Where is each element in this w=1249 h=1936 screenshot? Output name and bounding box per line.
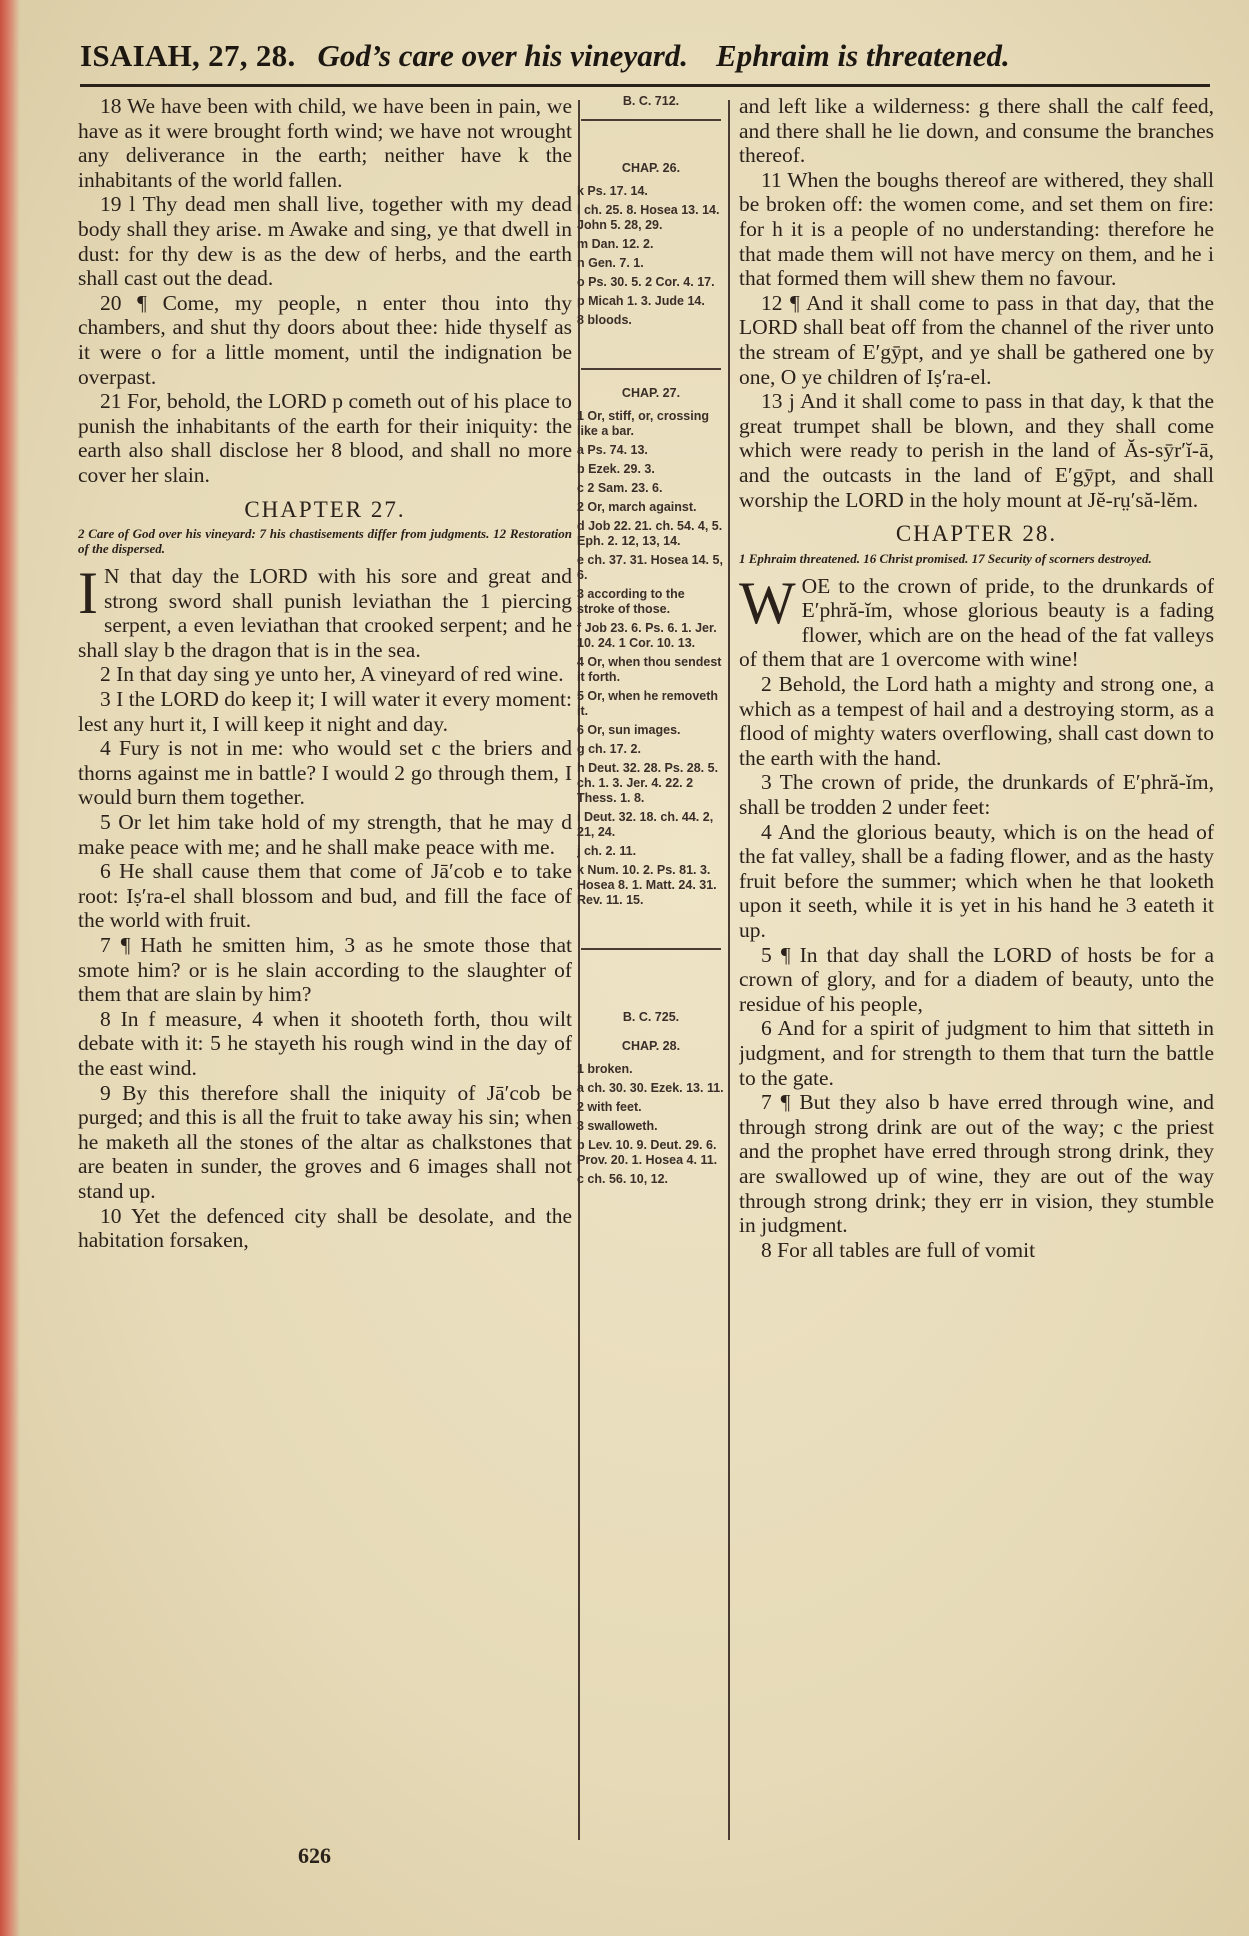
verse: 5 ¶ In that day shall the LORD of hosts be for a crown of glory, and for a diadem of beauty, unto the residue of his people,	[739, 942, 1214, 1016]
cross-reference: a Ps. 74. 13.	[577, 443, 648, 457]
drop-cap-letter: I	[78, 560, 98, 627]
chap-27-reference-header: CHAP. 27.	[621, 386, 681, 400]
header-topic-left: God’s care over his vineyard.	[317, 38, 689, 73]
verse-28-1-text: OE to the crown of pride, to the drunkards of E′phră-ĭm, whose glorious beauty is a fading flower, which are on the head of the fat valleys of them that are 1 overcome with wine!	[739, 573, 1214, 672]
left-text-column	[78, 94, 572, 1854]
right-text-column	[739, 94, 1214, 1854]
cross-reference: 4 Or, when thou sendest it forth.	[577, 655, 722, 684]
cross-reference: 5 Or, when he removeth it.	[577, 689, 719, 718]
cross-reference: 6 Or, sun images.	[577, 723, 681, 737]
year-marker-bottom: B. C. 725.	[622, 1010, 680, 1024]
cross-reference: f Job 23. 6. Ps. 6. 1. Jer. 10. 24. 1 Cor. 10. 13.	[577, 621, 717, 650]
cross-reference: 1 broken.	[577, 1062, 633, 1076]
drop-cap-letter: W	[739, 569, 796, 636]
verse: 20 ¶ Come, my people, n enter thou into thy chambers, and shut thy doors about thee: hide thyself as it were o for a little moment, until the indignation be overpast.	[78, 290, 572, 389]
verse: 8 For all tables are full of vomit	[761, 1237, 1036, 1262]
verse: 18 We have been with child, we have been in pain, we have as it were brought forth wind; we have not wrought any deliverance in the earth; neither have k the inhabitants of the world fallen.	[78, 94, 572, 192]
cross-reference: g ch. 17. 2.	[577, 742, 641, 756]
header-rule	[80, 84, 1210, 87]
verse: 13 j And it shall come to pass in that day, k that the great trumpet shall be blown, and they shall come which were ready to perish in the land of Ăs-sȳr′ĭ-ā, and the outcasts in the land of E′gȳpt, and shall worship the LORD in the holy mount at Jĕ-rṳ′să-lĕm.	[739, 389, 1214, 512]
verse: 2 In that day sing ye unto her, A vineyard of red wine.	[100, 662, 564, 687]
cross-reference: n Gen. 7. 1.	[577, 256, 644, 270]
cross-reference: l ch. 25. 8. Hosea 13. 14. John 5. 28, 29.	[577, 203, 720, 232]
cross-reference: a ch. 30. 30. Ezek. 13. 11.	[577, 1081, 724, 1095]
chapter-28-heading: CHAPTER 28.	[895, 521, 1058, 547]
cross-reference: o Ps. 30. 5. 2 Cor. 4. 17.	[577, 275, 715, 289]
header-topic-right: Ephraim is threatened.	[716, 38, 1010, 73]
verse: 4 Fury is not in me: who would set c the briers and thorns against me in battle? I would 2 go through them, I would burn them together.	[78, 736, 572, 810]
page-number: 626	[298, 1843, 331, 1868]
verse: 5 Or let him take hold of my strength, that he may d make peace with me; and he shall make peace with me.	[78, 810, 572, 859]
cross-reference: m Dan. 12. 2.	[577, 237, 654, 251]
cross-reference: k Num. 10. 2. Ps. 81. 3. Hosea 8. 1. Matt. 24. 31. Rev. 11. 15.	[577, 863, 717, 907]
cross-reference: d Job 22. 21. ch. 54. 4, 5. Eph. 2. 12, 13, 14.	[577, 519, 723, 548]
cross-reference: c ch. 56. 10, 12.	[577, 1172, 669, 1186]
cross-reference: 3 swalloweth.	[577, 1119, 658, 1133]
cross-reference: 1 Or, stiff, or, crossing like a bar.	[577, 409, 709, 438]
verse: 11 When the boughs thereof are withered, they shall be broken off: the women come, and set them on fire: for h it is a people of no understanding: therefore he that made them will not have mercy on them, and he i that formed them will shew them no favour.	[739, 167, 1214, 291]
verse: 7 ¶ Hath he smitten him, 3 as he smote those that smote him? or is he slain according to the slaughter of them that are slain by him?	[78, 933, 572, 1007]
chapter-28-summary: 1 Ephraim threatened. 16 Christ promised. 17 Security of scorners destroyed.	[739, 550, 1152, 566]
cross-reference: j ch. 2. 11.	[577, 844, 637, 858]
verse-27-1	[78, 560, 572, 662]
reference-rule	[581, 119, 721, 121]
verse: 21 For, behold, the LORD p cometh out of his place to punish the inhabitants of the earth for their iniquity: the earth also shall disclose her 8 blood, and shall no more cover her slain.	[78, 389, 572, 487]
verse: 7 ¶ But they also b have erred through wine, and through strong drink are out of the way; c the priest and the prophet have erred through strong drink, they are swallowed up of wine, they are out of the way through strong drink; they err in vision, they stumble in judgment.	[739, 1090, 1214, 1238]
verse: 6 He shall cause them that come of Jā′cob e to take root: Iṣ′ra-el shall blossom and bud, and fill the face of the world with fruit.	[78, 859, 572, 933]
cross-reference: c 2 Sam. 23. 6.	[577, 481, 663, 495]
cross-reference: i Deut. 32. 18. ch. 44. 2, 21, 24.	[577, 810, 714, 839]
verse: 3 The crown of pride, the drunkards of E′phră-ĭm, shall be trodden 2 under feet:	[739, 770, 1214, 820]
verse: 3 I the LORD do keep it; I will water it every moment: lest any hurt it, I will keep it night and day.	[78, 687, 572, 736]
chap-26-reference-header: CHAP. 26.	[621, 161, 681, 175]
cross-reference: 2 with feet.	[577, 1100, 642, 1114]
cross-reference: k Ps. 17. 14.	[577, 184, 648, 198]
year-marker-top: B. C. 712.	[622, 94, 680, 108]
red-page-edge	[0, 0, 20, 1936]
verse: 4 And the glorious beauty, which is on the head of the fat valley, shall be a fading flower, and as the hasty fruit before the summer; which when he that looketh upon it seeth, while it is yet in his hand he 3 eateth it up.	[739, 819, 1214, 942]
column-divider-right	[728, 100, 730, 1840]
verse: and left like a wilderness: g there shall the calf feed, and there shall he lie down, and consume the branches thereof.	[739, 94, 1214, 168]
cross-reference: b Lev. 10. 9. Deut. 29. 6. Prov. 20. 1. Hosea 4. 11.	[577, 1138, 718, 1167]
verse-27-1-text: N that day the LORD with his sore and great and strong sword shall punish leviathan the 1 piercing serpent, a even leviathan that crooked serpent; and he shall slay b the dragon that is in the sea.	[78, 564, 572, 662]
chapter-27-summary: 2 Care of God over his vineyard: 7 his chastisements differ from judgments. 12 Restoration of the dispersed.	[78, 526, 572, 557]
verse: 8 In f measure, 4 when it shooteth forth, thou wilt debate with it: 5 he stayeth his rough wind in the day of the east wind.	[78, 1006, 572, 1080]
verse: 6 And for a spirit of judgment to him that sitteth in judgment, and for strength to them that turn the battle to the gate.	[739, 1016, 1214, 1090]
verse: 2 Behold, the Lord hath a mighty and strong one, a which as a tempest of hail and a destroying storm, as a flood of mighty waters overflowing, shall cast down to the earth with the hand.	[739, 672, 1214, 770]
verse: 19 l Thy dead men shall live, together with my dead body shall they arise. m Awake and sing, ye that dwell in dust: for thy dew is as the dew of herbs, and the earth shall cast out the dead.	[78, 192, 572, 291]
cross-reference: b Ezek. 29. 3.	[577, 462, 655, 476]
verse: 12 ¶ And it shall come to pass in that day, that the LORD shall beat off from the channel of the river unto the stream of E′gȳpt, and ye shall be gathered one by one, O ye children of Iṣ′ra-el.	[739, 290, 1214, 389]
cross-reference: e ch. 37. 31. Hosea 14. 5, 6.	[577, 553, 723, 582]
chapter-27-heading: CHAPTER 27.	[244, 496, 406, 522]
verse-28-1	[739, 569, 1214, 672]
verse: 10 Yet the defenced city shall be desolate, and the habitation forsaken,	[78, 1203, 572, 1253]
verse: 9 By this therefore shall the iniquity of Jā′cob be purged; and this is all the fruit to take away his sin; when he maketh all the stones of the altar as chalkstones that are beaten in sunder, the groves and 6 images shall not stand up.	[78, 1080, 572, 1203]
cross-reference: 2 Or, march against.	[577, 500, 697, 514]
book-chapter-reference: ISAIAH, 27, 28.	[80, 38, 296, 73]
chap-28-reference-header: CHAP. 28.	[621, 1039, 681, 1053]
cross-reference: h Deut. 32. 28. Ps. 28. 5. ch. 1. 3. Jer. 4. 22. 2 Thess. 1. 8.	[577, 761, 719, 805]
cross-reference: 3 according to the stroke of those.	[577, 587, 685, 616]
reference-rule	[581, 948, 721, 950]
reference-rule	[581, 368, 721, 370]
cross-reference: p Micah 1. 3. Jude 14.	[577, 294, 705, 308]
cross-reference: 8 bloods.	[577, 313, 632, 327]
cross-reference-column	[577, 94, 725, 1854]
running-header	[80, 38, 1220, 88]
